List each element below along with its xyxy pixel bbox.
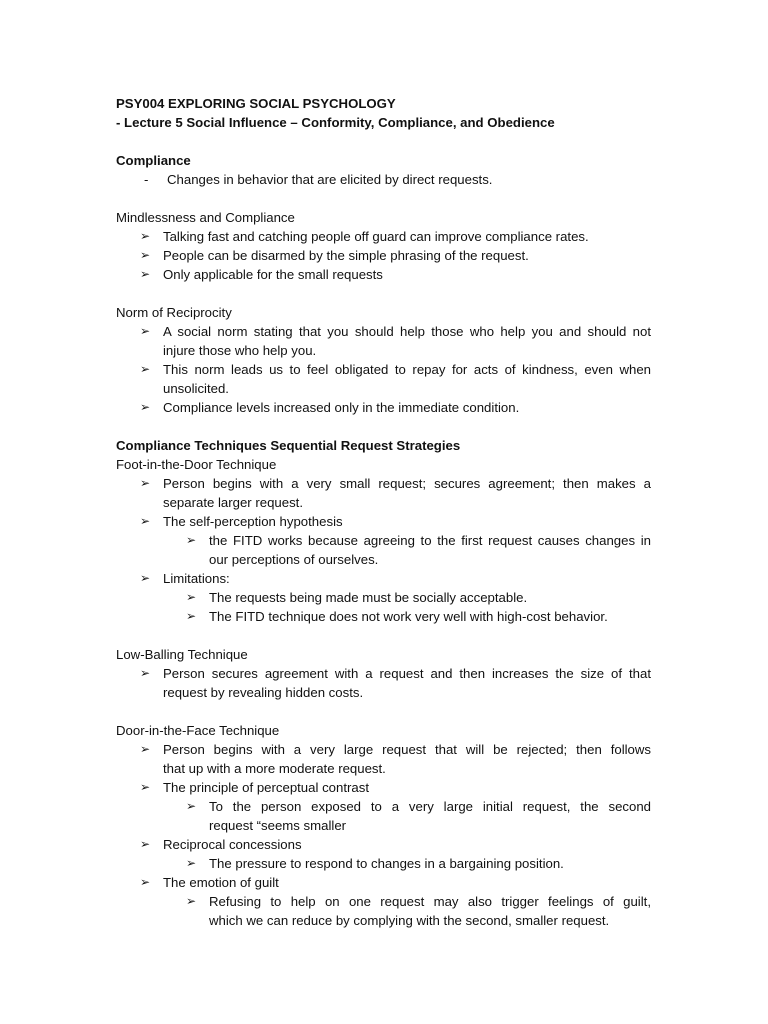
list-item: Only applicable for the small requests [163, 267, 383, 282]
list-item: Reciprocal concessions [163, 837, 302, 852]
list-item: This norm leads us to feel obligated to repay for acts of kindness, even when [163, 362, 651, 377]
arrow-bullet-icon: ➢ [140, 267, 151, 281]
list-item: Person begins with a very large request that will be rejected; then follows [163, 742, 651, 757]
arrow-bullet-icon: ➢ [140, 324, 151, 338]
list-item-continued: separate larger request. [163, 495, 304, 510]
arrow-bullet-icon: ➢ [140, 514, 151, 528]
fitd-heading: Foot-in-the-Door Technique [116, 457, 277, 472]
arrow-bullet-icon: ➢ [140, 875, 151, 889]
list-item: People can be disarmed by the simple phrasing of the request. [163, 248, 529, 263]
list-item: Person begins with a very small request; secures agreement; then makes a [163, 476, 651, 491]
sub-list-item: the FITD works because agreeing to the first request causes changes in [209, 533, 651, 548]
arrow-bullet-icon: ➢ [140, 742, 151, 756]
sub-list-item: The FITD technique does not work very well with high-cost behavior. [209, 609, 608, 624]
list-item: The principle of perceptual contrast [163, 780, 369, 795]
list-item: The self-perception hypothesis [163, 514, 343, 529]
list-item: A social norm stating that you should help those who help you and should not [163, 324, 651, 339]
reciprocity-heading: Norm of Reciprocity [116, 305, 232, 320]
sub-list-item-continued: our perceptions of ourselves. [209, 552, 379, 567]
sub-list-item: The requests being made must be socially acceptable. [209, 590, 528, 605]
list-item: Limitations: [163, 571, 230, 586]
lecture-subtitle: - Lecture 5 Social Influence – Conformity, Compliance, and Obedience [116, 115, 555, 130]
lowball-heading: Low-Balling Technique [116, 647, 248, 662]
techniques-heading: Compliance Techniques Sequential Request Strategies [116, 438, 461, 453]
arrow-bullet-icon: ➢ [140, 362, 151, 376]
arrow-bullet-icon: ➢ [186, 856, 197, 870]
list-item-continued: injure those who help you. [163, 343, 317, 358]
document-title: PSY004 EXPLORING SOCIAL PSYCHOLOGY [116, 96, 396, 111]
sub-list-item-continued: request “seems smaller [209, 818, 347, 833]
sub-list-item-continued: which we can reduce by complying with the second, smaller request. [209, 913, 610, 928]
list-item: The emotion of guilt [163, 875, 279, 890]
list-item-continued: that up with a more moderate request. [163, 761, 386, 776]
arrow-bullet-icon: ➢ [140, 837, 151, 851]
sub-list-item: The pressure to respond to changes in a bargaining position. [209, 856, 564, 871]
mindlessness-heading: Mindlessness and Compliance [116, 210, 295, 225]
list-item: Compliance levels increased only in the immediate condition. [163, 400, 520, 415]
compliance-heading: Compliance [116, 153, 191, 168]
list-item: Person secures agreement with a request and then increases the size of that [163, 666, 651, 681]
arrow-bullet-icon: ➢ [140, 229, 151, 243]
arrow-bullet-icon: ➢ [140, 476, 151, 490]
arrow-bullet-icon: ➢ [140, 571, 151, 585]
arrow-bullet-icon: ➢ [186, 799, 197, 813]
ditf-heading: Door-in-the-Face Technique [116, 723, 280, 738]
list-item-continued: request by revealing hidden costs. [163, 685, 364, 700]
list-item: Talking fast and catching people off guard can improve compliance rates. [163, 229, 589, 244]
arrow-bullet-icon: ➢ [186, 590, 197, 604]
sub-list-item: To the person exposed to a very large initial request, the second [209, 799, 651, 814]
arrow-bullet-icon: ➢ [140, 666, 151, 680]
dash-bullet: - [144, 172, 149, 187]
list-item-continued: unsolicited. [163, 381, 229, 396]
arrow-bullet-icon: ➢ [186, 609, 197, 623]
sub-list-item: Refusing to help on one request may also trigger feelings of guilt, [209, 894, 651, 909]
arrow-bullet-icon: ➢ [140, 400, 151, 414]
arrow-bullet-icon: ➢ [186, 894, 197, 908]
arrow-bullet-icon: ➢ [140, 248, 151, 262]
arrow-bullet-icon: ➢ [186, 533, 197, 547]
compliance-definition: Changes in behavior that are elicited by direct requests. [167, 172, 493, 187]
arrow-bullet-icon: ➢ [140, 780, 151, 794]
